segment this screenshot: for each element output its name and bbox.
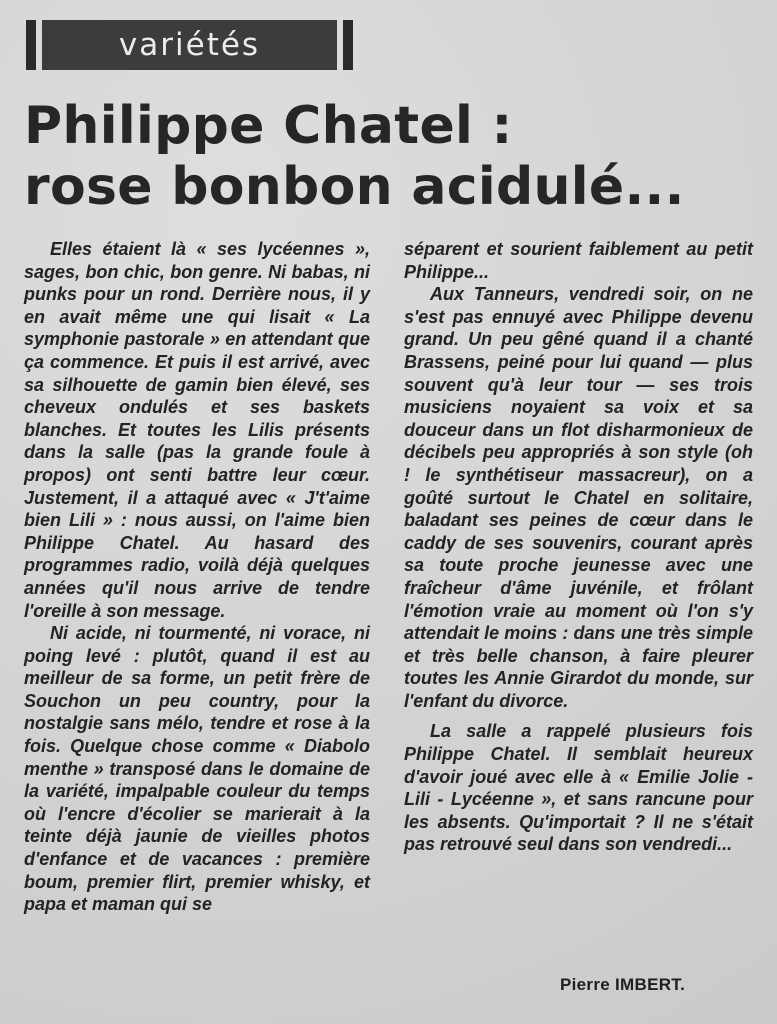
rubric-label: variétés [42, 20, 337, 70]
article-paragraph-continued: séparent et sourient faiblement au petit Philippe... [404, 239, 753, 282]
article-column-left [24, 238, 370, 916]
author-signature: Pierre IMBERT. [560, 975, 686, 994]
rubric-left-bar [26, 20, 36, 70]
article-paragraph: Ni acide, ni tourmenté, ni vorace, ni poing levé : plutôt, quand il est au meilleur de sa forme, un petit frère de Souchon un peu country, pour la nostalgie sans mélo, tendre et rose à la fois. Quelque chose comme « Diabolo menthe » transposé dans le domaine de la variété, impalpable couleur du temps où l'encre d'écolier se marierait à la teinte déjà jaunie de vieilles photos d'enfance et de vacances : première boum, premier flirt, premier whisky, et papa et maman qui se [24, 623, 370, 915]
article-headline [24, 96, 764, 218]
article-column-right [404, 238, 753, 856]
headline-line-1: Philippe Chatel : [24, 96, 513, 156]
article-paragraph: La salle a rappelé plusieurs fois Philippe Chatel. Il semblait heureux d'avoir joué avec elle à « Emilie Jolie - Lili - Lycéenne », et sans rancune pour les absents. Qu'importait ? Il ne s'était pas retrouvé seul dans son vendredi... [404, 721, 753, 855]
article-paragraph: Aux Tanneurs, vendredi soir, on ne s'est pas ennuyé avec Philippe devenu grand. Un peu gêné quand il a chanté Brassens, peiné pour lui quand — plus souvent qu'à leur tour — ses trois musiciens noyaient sa voix et sa douceur dans un flot disharmonieux de décibels peu appropriés à son style (oh ! le synthétiseur massacreur), on a goûté surtout le Chatel en solitaire, baladant ses peines de cœur dans le caddy de ses souvenirs, courant après sa toute proche jeunesse avec une fraîcheur d'âme juvénile, et frôlant l'émotion vraie au moment où l'on s'y attendait le moins : dans une très simple et très belle chanson, à faire pleurer toutes les Annie Girardot du monde, sur l'enfant du divorce. [404, 284, 753, 711]
rubric-right-bar [343, 20, 353, 70]
headline-line-2: rose bonbon acidulé... [24, 157, 685, 217]
section-rubric [26, 20, 353, 70]
article-paragraph: Elles étaient là « ses lycéennes », sages, bon chic, bon genre. Ni babas, ni punks pour un rond. Derrière nous, il y en avait même une qui lisait « La symphonie pastorale » en attendant que ça commence. Et puis il est arrivé, avec sa silhouette de gamin bien élevé, ses cheveux ondulés et ses baskets blanches. Et toutes les Lilis présents dans la salle (pas la grande foule à propos) ont senti battre leur cœur. Justement, il a attaqué avec « J't'aime bien Lili » : nous aussi, on l'aime bien Philippe Chatel. Au hasard des programmes radio, voilà déjà quelques années qu'il nous arrive de tendre l'oreille à son message. [24, 239, 370, 621]
